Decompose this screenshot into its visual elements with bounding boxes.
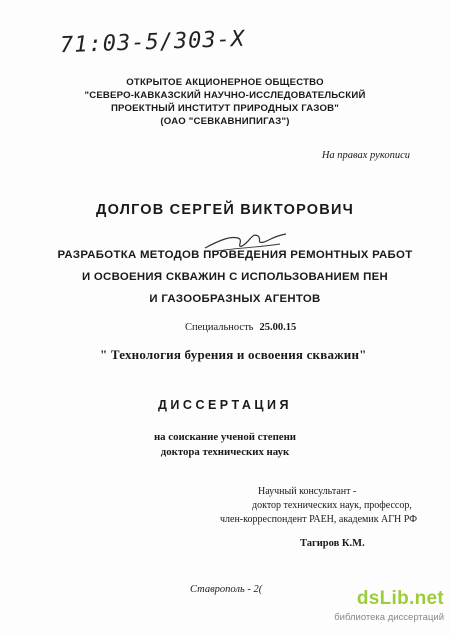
specialty [185,322,296,333]
degree-block [0,430,450,460]
title-line-2: И ОСВОЕНИЯ СКВАЖИН С ИСПОЛЬЗОВАНИЕМ ПЕН [81,271,389,283]
degree-line-2: доктора технических наук [160,446,290,458]
advisor-name: Тагиров К.М. [300,538,365,549]
title-line-3: И ГАЗООБРАЗНЫХ АГЕНТОВ [149,293,321,305]
advisor-line-1: Научный консультант - [258,486,357,497]
watermark-brand-suffix: .net [409,588,444,609]
rights-note: На правах рукописи [321,150,410,161]
watermark-logo [294,588,444,628]
organization-line-4: (ОАО "СЕВКАВНИПИГАЗ") [160,116,290,127]
specialty-code: 25.00.15 [259,322,297,333]
organization-block [0,76,450,128]
city-year: Ставрополь - 2( [190,584,263,595]
watermark-subtitle: библиотека диссертаций [334,612,444,623]
document-type: ДИССЕРТАЦИЯ [158,398,292,412]
organization-line-3: ПРОЕКТНЫЙ ИНСТИТУТ ПРИРОДНЫХ ГАЗОВ" [110,103,340,114]
watermark-brand [357,588,444,610]
advisor-line-3: член-корреспондент РАЕН, академик АГН РФ [220,514,418,525]
degree-line-1: на соискание ученой степени [153,431,297,443]
specialty-label: Специальность [185,322,254,333]
title-line-1: РАЗРАБОТКА МЕТОДОВ ПРОВЕДЕНИЯ РЕМОНТНЫХ РАБОТ [57,249,413,261]
organization-line-2: "СЕВЕРО-КАВКАЗСКИЙ НАУЧНО-ИССЛЕДОВАТЕЛЬСКИЙ [84,90,366,101]
specialty-name: " Технология бурения и освоения скважин" [100,347,367,362]
author-name: ДОЛГОВ СЕРГЕЙ ВИКТОРОВИЧ [96,202,354,218]
watermark-brand-main: dsLib [356,588,410,609]
advisor-block [220,485,448,527]
advisor-line-2: доктор технических наук, профессор, [252,500,412,511]
archive-code: 71:03-5/303-Х [59,26,246,59]
dissertation-title [45,244,425,310]
organization-line-1: ОТКРЫТОЕ АКЦИОНЕРНОЕ ОБЩЕСТВО [126,77,324,88]
